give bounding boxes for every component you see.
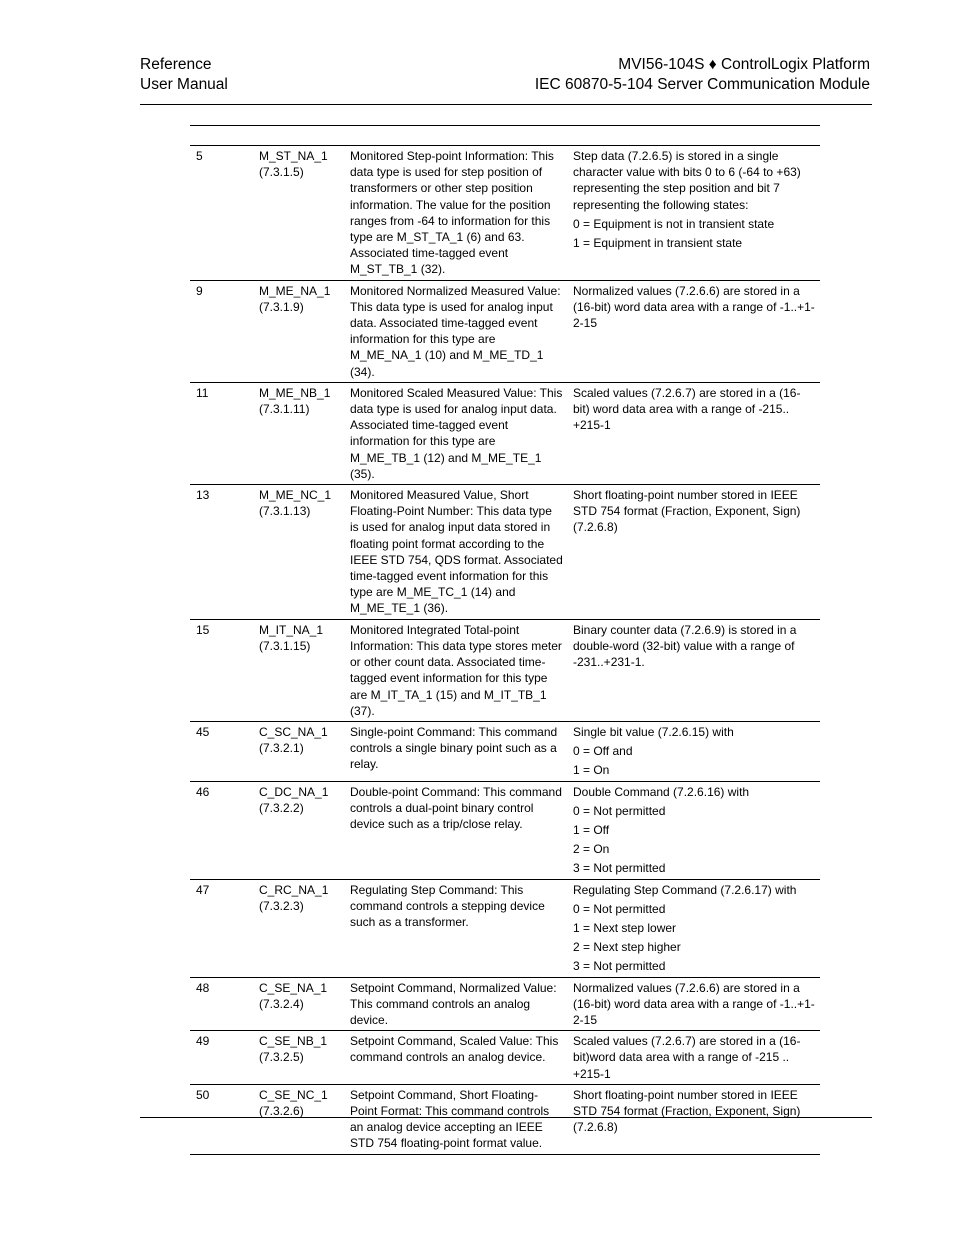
storage-option: 3 = Not permitted [573,959,666,974]
storage-text: Normalized values (7.2.6.6) are stored in a (16-bit) word data area with a range of -1..+1-2-15 [573,283,815,331]
type-name: C_SE_NB_1 [259,1034,328,1049]
table-row [190,280,820,382]
description-cell: Monitored Integrated Total-point Information: This data type stores meter or other count data. Associated time-tagged event information for this type are M_IT_TA_1 (15) and M_IT_TB_1 (37). [344,619,567,721]
description-cell: Regulating Step Command: This command controls a stepping device such as a transformer. [344,879,567,977]
type-name-cell [253,1084,344,1154]
storage-cell [567,721,820,781]
storage-text: Scaled values (7.2.6.7) are stored in a (16-bit)word data area with a range of -215 .. +215-1 [573,1034,801,1081]
storage-text: Step data (7.2.6.5) is stored in a single character value with bits 0 to 6 (-64 to +63) representing the step position and bit 7 representing the following states: [573,149,801,212]
storage-cell [567,879,820,977]
storage-cell [567,977,820,1031]
type-reference: (7.3.2.3) [259,898,304,913]
data-type-table [190,146,820,1155]
description-cell: Monitored Measured Value, Short Floating-Point Number: This data type is used for analog input data stored in floating point format according to the IEEE STD 754, QDS format. Associated time-tagged event information for this type are M_ME_TC_1 (14) and M_ME_TE_1 (36). [344,485,567,620]
footer-rule [140,1117,872,1118]
type-name-cell [253,485,344,620]
type-name-cell [253,721,344,781]
type-name-cell [253,781,344,879]
type-reference: (7.3.1.13) [259,504,311,519]
table-row [190,977,820,1031]
storage-option: 0 = Equipment is not in transient state [573,216,775,231]
type-reference: (7.3.2.1) [259,741,304,756]
table-row [190,721,820,781]
type-id-cell: 46 [190,781,253,879]
storage-cell [567,280,820,382]
type-id-cell: 50 [190,1084,253,1154]
storage-text: Short floating-point number stored in IEEE STD 754 format (Fraction, Exponent, Sign) (7.2.6.8) [573,488,801,535]
type-name: C_DC_NA_1 [259,784,329,799]
storage-option: 0 = Not permitted [573,901,666,916]
header-rule [140,104,872,105]
header-left [140,55,228,95]
storage-option: 1 = Off [573,822,610,837]
description-cell: Single-point Command: This command controls a single binary point such as a relay. [344,721,567,781]
type-name: M_ME_NC_1 [259,488,332,503]
header-product: MVI56-104S ♦ ControlLogix Platform [618,56,870,73]
storage-option: 2 = On [573,842,610,857]
table-row [190,1031,820,1085]
type-name: M_ST_NA_1 [259,149,328,163]
type-id-cell: 5 [190,146,253,280]
header-module: IEC 60870-5-104 Server Communication Module [534,76,870,93]
type-reference: (7.3.2.2) [259,800,304,815]
type-name-cell [253,977,344,1031]
storage-option: 1 = On [573,763,610,778]
type-id-cell: 15 [190,619,253,721]
storage-text: Double Command (7.2.6.16) with [573,784,750,799]
storage-option: 1 = Equipment in transient state [573,236,743,251]
type-name-cell [253,382,344,484]
type-name-cell [253,1031,344,1085]
description-cell: Double-point Command: This command controls a dual-point binary control device such as a trip/close relay. [344,781,567,879]
storage-text: Single bit value (7.2.6.15) with [573,724,734,739]
description-cell: Monitored Scaled Measured Value: This data type is used for analog input data. Associated time-tagged event information for this type are M_ME_TB_1 (12) and M_ME_TE_1 (35). [344,382,567,484]
header-user-manual: User Manual [140,76,228,93]
type-name: M_ME_NA_1 [259,283,331,298]
storage-cell [567,781,820,879]
type-id-cell: 13 [190,485,253,620]
description-cell: Setpoint Command, Normalized Value: This command controls an analog device. [344,977,567,1031]
type-id-cell: 11 [190,382,253,484]
type-reference: (7.3.2.6) [259,1103,304,1118]
table-row [190,485,820,620]
type-reference: (7.3.1.9) [259,299,304,314]
type-reference: (7.3.1.5) [259,165,304,180]
type-reference: (7.3.2.5) [259,1050,304,1065]
header-reference: Reference [140,56,212,73]
header-right [535,55,870,95]
storage-text: Binary counter data (7.2.6.9) is stored in a double-word (32-bit) value with a range of -231..+231-1. [573,622,797,670]
type-name-cell [253,280,344,382]
description-cell: Monitored Step-point Information: This data type is used for step position of transformers or other step position information. The value for the position ranges from -64 to information for this type are M_ST_TA_1 (6) and 63. Associated time-tagged event M_ST_TB_1 (32). [344,146,567,280]
storage-option: 0 = Not permitted [573,803,666,818]
storage-option: 0 = Off and [573,744,633,759]
type-reference: (7.3.1.15) [259,638,311,653]
description-cell: Setpoint Command, Short Floating-Point Format: This command controls an analog device accepting an IEEE STD 754 floating-point format value. [344,1084,567,1154]
table-body [190,146,820,1154]
type-name: M_IT_NA_1 [259,622,324,637]
type-id-cell: 47 [190,879,253,977]
storage-text: Regulating Step Command (7.2.6.17) with [573,882,797,897]
type-id-cell: 45 [190,721,253,781]
type-name: C_RC_NA_1 [259,882,329,897]
type-name: M_ME_NB_1 [259,385,331,400]
type-id-cell: 49 [190,1031,253,1085]
storage-text: Short floating-point number stored in IEEE STD 754 format (Fraction, Exponent, Sign) (7.2.6.8) [573,1087,801,1135]
storage-option: 2 = Next step higher [573,940,681,955]
table-row [190,1084,820,1154]
type-id-cell: 9 [190,280,253,382]
type-name-cell [253,619,344,721]
storage-cell [567,146,820,280]
storage-cell [567,485,820,620]
table-row [190,619,820,721]
storage-cell [567,1031,820,1085]
description-cell: Setpoint Command, Scaled Value: This command controls an analog device. [344,1031,567,1085]
table-row [190,781,820,879]
storage-cell [567,619,820,721]
table-row [190,382,820,484]
storage-cell [567,1084,820,1154]
description-cell: Monitored Normalized Measured Value: This data type is used for analog input data. Associated time-tagged event information for this type are M_ME_NA_1 (10) and M_ME_TD_1 (34). [344,280,567,382]
table-row [190,146,820,280]
storage-text: Normalized values (7.2.6.6) are stored in a (16-bit) word data area with a range of -1..+1-2-15 [573,980,815,1027]
type-name: C_SE_NC_1 [259,1087,328,1102]
table-row [190,879,820,977]
type-reference: (7.3.2.4) [259,996,304,1011]
type-name-cell [253,146,344,280]
type-name: C_SC_NA_1 [259,724,328,739]
storage-option: 1 = Next step lower [573,920,677,935]
table-top-rule [190,125,820,126]
type-reference: (7.3.1.11) [259,402,310,417]
storage-option: 3 = Not permitted [573,861,666,876]
type-id-cell: 48 [190,977,253,1031]
storage-text: Scaled values (7.2.6.7) are stored in a (16-bit) word data area with a range of -215.. +215-1 [573,385,801,433]
type-name-cell [253,879,344,977]
type-name: C_SE_NA_1 [259,980,328,995]
storage-cell [567,382,820,484]
